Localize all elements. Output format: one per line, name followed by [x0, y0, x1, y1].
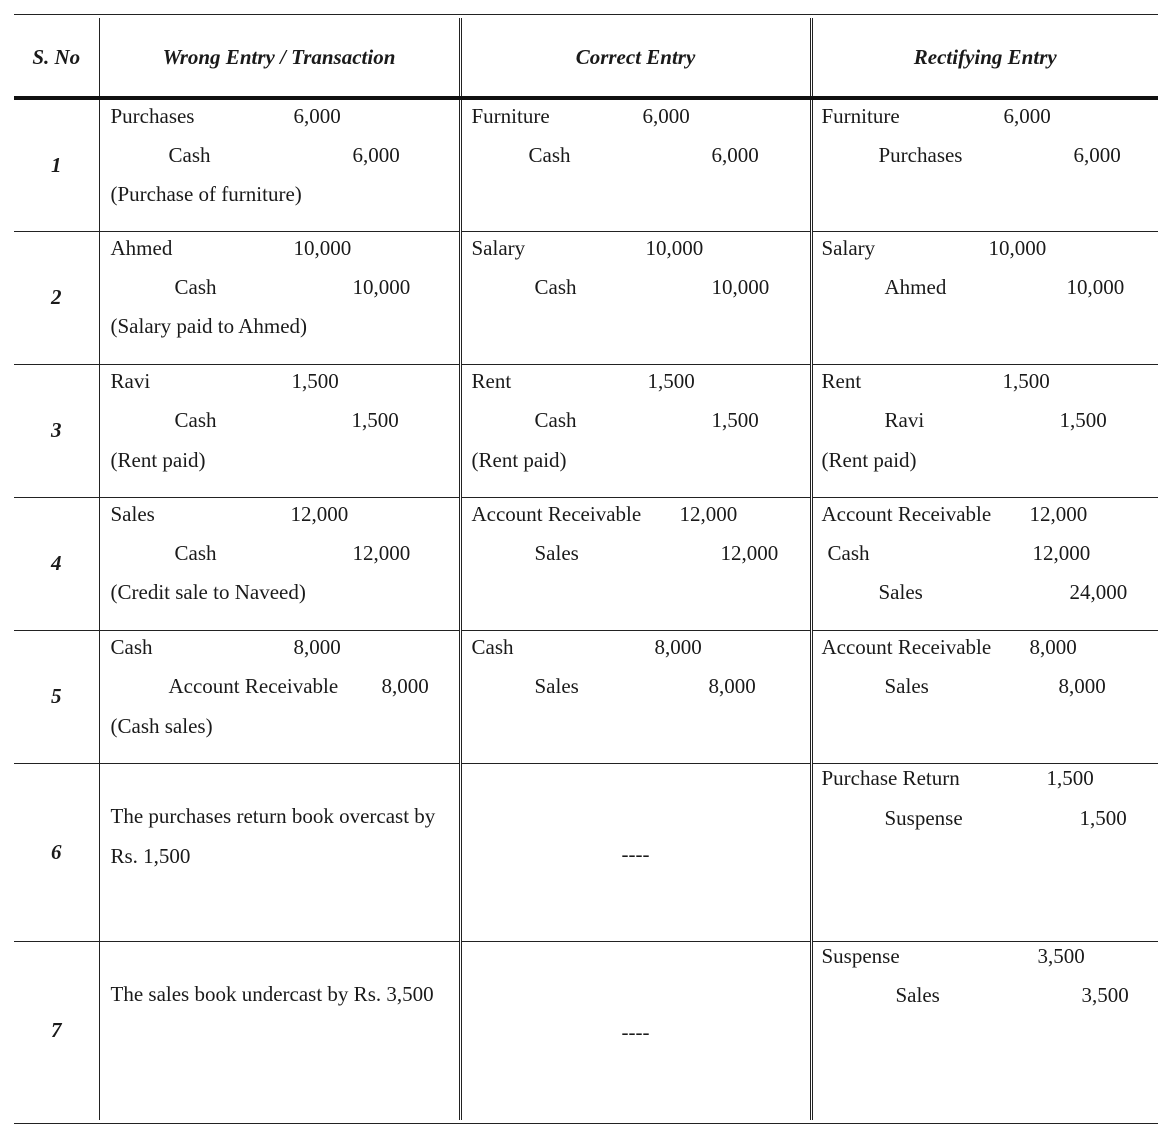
credit-account: Cash	[168, 143, 211, 167]
credit-amount: 10,000	[352, 274, 411, 299]
bottom-rule	[14, 1123, 1158, 1124]
correct-entry-cell	[460, 364, 811, 497]
debit-amount-2: 12,000	[1032, 540, 1091, 565]
no-entry-dash: ----	[621, 1019, 650, 1044]
rectifying-entry-cell	[811, 364, 1158, 497]
rectifying-entry-cell	[811, 630, 1158, 763]
credit-account: Account Receivable	[168, 673, 339, 698]
credit-amount: 1,500	[351, 407, 399, 432]
transaction-description: The sales book undercast by Rs. 3,500	[110, 981, 434, 1006]
debit-amount: 8,000	[654, 634, 702, 659]
credit-amount: 1,500	[711, 407, 759, 432]
debit-account: Account Receivable	[821, 501, 992, 526]
correct-entry-cell	[460, 941, 811, 1120]
debit-account: Ravi	[110, 368, 151, 393]
debit-amount: 12,000	[290, 501, 349, 526]
credit-account: Suspense	[884, 805, 963, 830]
debit-amount: 6,000	[293, 104, 341, 128]
rectifying-entry-cell	[811, 98, 1158, 231]
narration: (Rent paid)	[821, 447, 917, 472]
credit-account: Cash	[174, 274, 217, 299]
debit-amount: 10,000	[645, 235, 704, 260]
credit-amount: 8,000	[708, 673, 756, 698]
rectifying-entry-cell	[811, 497, 1158, 630]
wrong-entry-cell	[99, 630, 460, 763]
credit-amount: 1,500	[1059, 407, 1107, 432]
header-sno: S. No	[14, 18, 99, 98]
row-number: 1	[14, 98, 99, 231]
table-row	[14, 231, 1158, 364]
debit-account: Cash	[110, 634, 153, 659]
debit-amount: 10,000	[293, 235, 352, 260]
debit-account: Purchase Return	[821, 765, 960, 790]
debit-amount: 10,000	[988, 235, 1047, 260]
wrong-entry-cell	[99, 364, 460, 497]
debit-account: Salary	[471, 235, 526, 260]
credit-amount: 12,000	[352, 540, 411, 565]
debit-amount: 8,000	[293, 634, 341, 659]
credit-account: Ravi	[884, 407, 925, 432]
wrong-entry-cell	[99, 497, 460, 630]
credit-account: Cash	[534, 274, 577, 299]
credit-account: Cash	[174, 407, 217, 432]
top-rule	[14, 14, 1158, 15]
credit-amount: 6,000	[352, 143, 400, 167]
credit-amount: 6,000	[1073, 143, 1121, 167]
table-row	[14, 630, 1158, 763]
header-row	[14, 18, 1158, 98]
rectifying-entry-cell	[811, 231, 1158, 364]
narration: (Credit sale to Naveed)	[110, 579, 306, 604]
credit-amount: 3,500	[1081, 982, 1129, 1007]
credit-account: Sales	[534, 540, 579, 565]
debit-amount: 12,000	[1029, 501, 1088, 526]
narration: (Salary paid to Ahmed)	[110, 313, 308, 338]
table-row	[14, 763, 1158, 941]
correct-entry-cell	[460, 630, 811, 763]
debit-amount: 1,500	[1046, 765, 1094, 790]
debit-account: Furniture	[821, 104, 900, 128]
row-number: 2	[14, 231, 99, 364]
credit-account: Cash	[534, 407, 577, 432]
header-wrong-entry: Wrong Entry / Transaction	[99, 18, 460, 98]
wrong-entry-cell	[99, 941, 460, 1120]
debit-amount: 1,500	[1002, 368, 1050, 393]
correct-entry-cell	[460, 231, 811, 364]
row-number: 3	[14, 364, 99, 497]
debit-account: Account Receivable	[821, 634, 992, 659]
credit-account: Sales	[884, 673, 929, 698]
header-correct-entry: Correct Entry	[460, 18, 811, 98]
row-number: 7	[51, 1018, 62, 1043]
credit-account: Purchases	[878, 143, 963, 167]
credit-account: Sales	[895, 982, 940, 1007]
transaction-description: The purchases return book overcast by Rs. 1,500	[110, 803, 436, 868]
row-number: 4	[14, 497, 99, 630]
debit-account: Ahmed	[110, 235, 173, 260]
debit-account-2: Cash	[827, 540, 870, 565]
no-entry-dash: ----	[621, 841, 650, 866]
debit-account: Rent	[471, 368, 512, 393]
row-number: 6	[14, 763, 99, 941]
credit-amount: 12,000	[720, 540, 779, 565]
debit-account: Account Receivable	[471, 501, 642, 526]
debit-account: Suspense	[821, 943, 900, 968]
credit-amount: 8,000	[1058, 673, 1106, 698]
header-rectifying-entry: Rectifying Entry	[811, 18, 1158, 98]
debit-amount: 3,500	[1037, 943, 1085, 968]
debit-amount: 1,500	[647, 368, 695, 393]
rectifying-entry-cell	[811, 763, 1158, 941]
credit-account: Sales	[534, 673, 579, 698]
credit-amount: 10,000	[711, 274, 770, 299]
credit-amount: 1,500	[1079, 805, 1127, 830]
credit-account: Cash	[174, 540, 217, 565]
debit-amount: 6,000	[642, 104, 690, 128]
narration: (Rent paid)	[471, 447, 567, 472]
narration: (Cash sales)	[110, 713, 213, 738]
correct-entry-cell	[460, 763, 811, 941]
correct-entry-cell	[460, 497, 811, 630]
debit-account: Purchases	[110, 104, 195, 128]
credit-amount: 6,000	[711, 143, 759, 167]
wrong-entry-cell	[99, 98, 460, 231]
correct-entry-cell	[460, 98, 811, 231]
debit-account: Sales	[110, 501, 155, 526]
credit-amount: 24,000	[1069, 579, 1128, 604]
table-row	[14, 364, 1158, 497]
debit-account: Cash	[471, 634, 514, 659]
credit-account: Ahmed	[884, 274, 947, 299]
rectification-table	[14, 18, 1158, 1120]
narration: (Purchase of furniture)	[110, 182, 302, 206]
narration: (Rent paid)	[110, 447, 206, 472]
row-number: 5	[14, 630, 99, 763]
wrong-entry-cell	[99, 763, 460, 941]
credit-account: Cash	[528, 143, 571, 167]
debit-account: Salary	[821, 235, 876, 260]
table-row	[14, 98, 1158, 231]
credit-amount: 8,000	[381, 673, 429, 698]
debit-account: Rent	[821, 368, 862, 393]
wrong-entry-cell	[99, 231, 460, 364]
rectifying-entry-cell	[811, 941, 1158, 1120]
debit-amount: 12,000	[679, 501, 738, 526]
debit-account: Furniture	[471, 104, 550, 128]
debit-amount: 8,000	[1029, 634, 1077, 659]
table-row	[14, 941, 1158, 1120]
debit-amount: 1,500	[291, 368, 339, 393]
table-row	[14, 497, 1158, 630]
credit-amount: 10,000	[1066, 274, 1125, 299]
credit-account: Sales	[878, 579, 923, 604]
rectification-table-container	[14, 14, 1158, 1124]
debit-amount: 6,000	[1003, 104, 1051, 128]
